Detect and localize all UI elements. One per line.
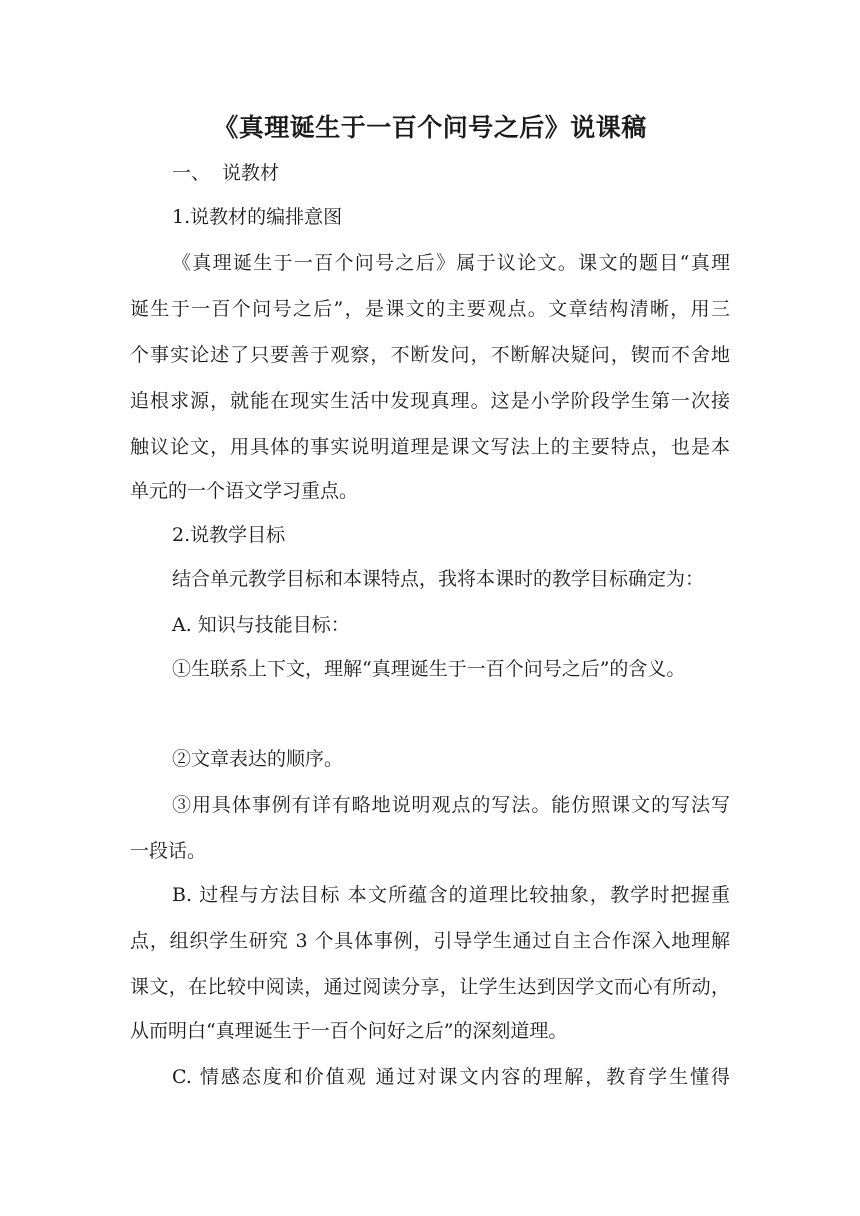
subheading-1: 1.说教材的编排意图	[172, 206, 343, 228]
goal-a-heading: A. 知识与技能目标：	[172, 614, 350, 636]
document-title: 《真理诞生于一百个问号之后》说课稿	[213, 113, 647, 142]
subheading-2: 2.说教学目标	[172, 524, 286, 546]
section-heading-text: 说教材	[222, 162, 280, 184]
paragraph-1-line: 触议论文，用具体的事实说明道理是课文写法上的主要特点，也是本	[130, 436, 730, 458]
goal-c-line: C. 情感态度和价值观 通过对课文内容的理解，教育学生懂得	[172, 1066, 730, 1088]
goal-a-item-3-line: 一段话。	[130, 840, 207, 862]
paragraph-1-line: 个事实论述了只要善于观察，不断发问，不断解决疑问，锲而不舍地	[130, 344, 730, 366]
paragraph-1-line: 单元的一个语文学习重点。	[130, 480, 359, 502]
goal-a-item-2: ②文章表达的顺序。	[172, 748, 344, 770]
paragraph-1-line: 诞生于一百个问号之后”，是课文的主要观点。文章结构清晰，用三	[130, 298, 730, 320]
section-number: 一、	[172, 162, 211, 184]
goal-a-item-1: ①生联系上下文，理解“真理诞生于一百个问号之后”的含义。	[172, 658, 686, 680]
paragraph-1-line: 追根求源，就能在现实生活中发现真理。这是小学阶段学生第一次接	[130, 390, 730, 412]
goal-b-line: 点，组织学生研究 3 个具体事例，引导学生通过自主合作深入地理解	[130, 930, 730, 952]
section-heading-1	[172, 160, 279, 186]
paragraph-1-line: 《真理诞生于一百个问号之后》属于议论文。课文的题目“真理	[172, 252, 730, 274]
paragraph-2: 结合单元教学目标和本课特点，我将本课时的教学目标确定为：	[172, 568, 705, 590]
goal-a-item-3-line: ③用具体事例有详有略地说明观点的写法。能仿照课文的写法写	[172, 794, 730, 816]
goal-b-line: 课文，在比较中阅读，通过阅读分享，让学生达到因学文而心有所动，	[130, 976, 730, 998]
goal-b-line: 从而明白“真理诞生于一百个问好之后”的深刻道理。	[130, 1020, 568, 1042]
goal-b-line: B. 过程与方法目标 本文所蕴含的道理比较抽象，教学时把握重	[172, 884, 730, 906]
